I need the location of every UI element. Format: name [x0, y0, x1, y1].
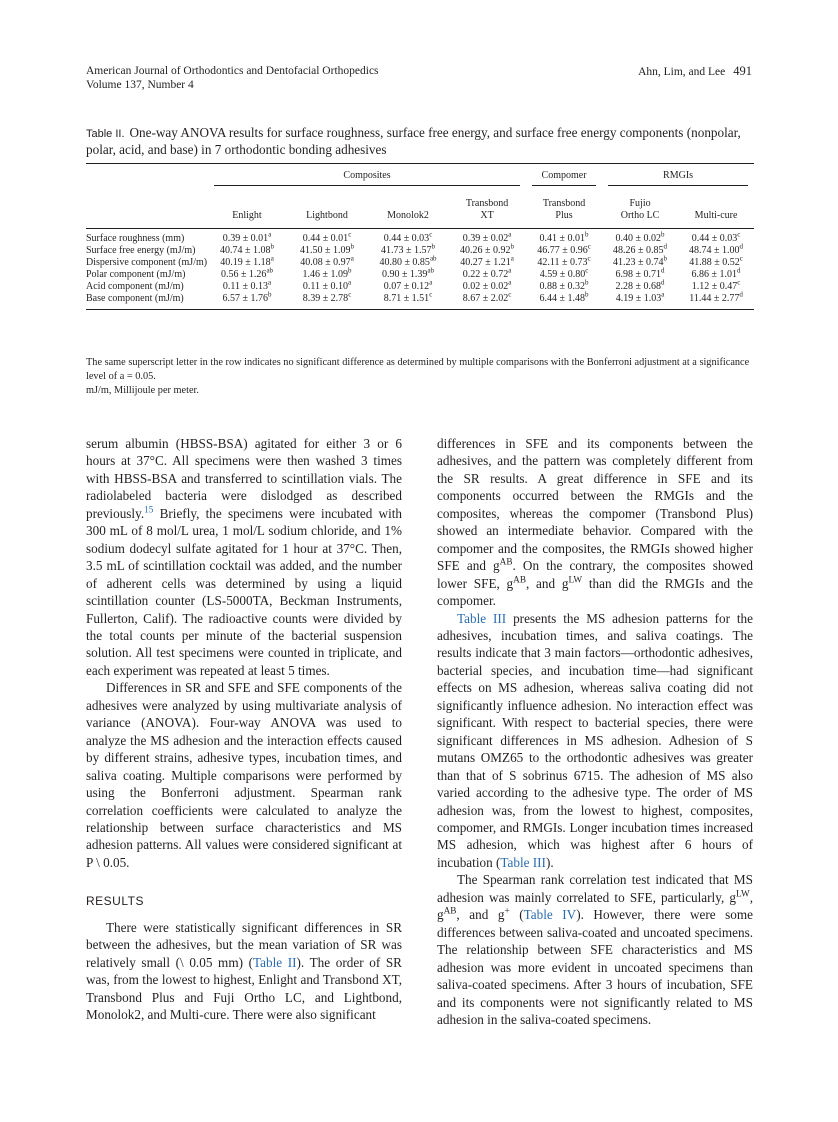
table-footnotes	[86, 356, 754, 398]
table-cell: 0.40 ± 0.02$^b$	[615, 230, 665, 244]
table-cell: 0.88 ± 0.32$^b$	[539, 278, 589, 292]
table-cell: 0.07 ± 0.12$^a$	[383, 278, 433, 292]
table-cell: 1.12 ± 0.47$^c$	[691, 278, 741, 292]
table-cell: 8.39 ± 2.78$^c$	[286, 293, 368, 310]
running-header-left	[86, 64, 379, 92]
table-cell: 46.77 ± 0.96$^c$	[537, 242, 591, 256]
table-cell: 11.44 ± 2.77$^d$	[678, 293, 754, 310]
table-cell: 0.39 ± 0.02$^a$	[462, 230, 512, 244]
table-body	[86, 229, 754, 310]
table-cell: 6.57 ± 1.76$^b$	[208, 293, 286, 310]
left-column	[86, 435, 402, 1024]
table-cell: 0.56 ± 1.26$^{ab}$	[220, 266, 274, 280]
table-cell: 2.28 ± 0.68$^d$	[615, 278, 665, 292]
table-cell: 0.22 ± 0.72$^a$	[462, 266, 512, 280]
group-header: Composites	[208, 164, 526, 187]
journal-volume: Volume 137, Number 4	[86, 79, 194, 91]
table-row	[86, 257, 754, 269]
anova-table	[86, 163, 754, 310]
column-header: Monolok2	[368, 186, 448, 229]
table-link[interactable]: Table IV	[523, 907, 577, 923]
table-cell: 6.98 ± 0.71$^d$	[615, 266, 665, 280]
column-header: Enlight	[208, 186, 286, 229]
table-label: Table II.	[86, 128, 125, 140]
table-column-header	[86, 186, 754, 229]
table-row	[86, 281, 754, 293]
paragraph: Table III presents the MS adhesion patterns for the adhesives, incubation times, and saliva coatings. The results indicate that 3 main factors—orthodontic adhesives, bacterial species, and incubation time—had significant effects on MS adhesion, whereas saliva coating did not significantly influence adhesion. No interaction effect was significant. With respect to bacterial species, there were significant differences in MS adhesion. Adhesion of S mutans OMZ65 to the orthodontic adhesives was greater than that of S sobrinus 6715. The adhesion of MS also varied according to the adhesive type. The order of MS adhesion was, from the lowest to highest, composites, compomer, and RMGIs. Longer incubation times increased MS adhesion, which was highest after 6 hours of incubation (Table III).	[437, 610, 753, 870]
table-caption-text: One-way ANOVA results for surface roughness, surface free energy, and surface free energy components (nonpolar, polar, acid, and base) in 7 orthodontic bonding adhesives	[86, 125, 741, 157]
table-group-header	[86, 164, 754, 187]
table-cell: 0.11 ± 0.13$^a$	[222, 278, 272, 292]
table-link[interactable]: Table II	[253, 954, 297, 970]
row-label: Surface free energy (mJ/m)	[86, 245, 196, 256]
table-cell: 40.08 ± 0.97$^a$	[300, 254, 354, 268]
table-cell: 41.88 ± 0.52$^c$	[689, 254, 743, 268]
table-cell: 0.11 ± 0.10$^a$	[302, 278, 352, 292]
table-row	[86, 245, 754, 257]
table-cell: 42.11 ± 0.73$^c$	[537, 254, 591, 268]
right-column	[437, 435, 753, 1028]
table-link[interactable]: Table III	[457, 610, 507, 626]
paragraph: The Spearman rank correlation test indicated that MS adhesion was mainly correlated to SFE, particularly, $g^{LW}$, $g^{AB}$, and g+ (Table IV). However, there were some differences between saliva-coated and uncoated specimens. The relationship between SFE characteristics and MS adhesion was more evident in uncoated specimens than saliva-coated specimens. After 3 hours of incubation, SFE and its components were not significantly related to MS adhesion in the saliva-coated specimens.	[437, 872, 753, 1027]
table-cell: 8.71 ± 1.51$^c$	[368, 293, 448, 310]
table-cell: 40.26 ± 0.92$^b$	[460, 242, 515, 256]
column-header: Fujio Ortho LC	[602, 186, 678, 229]
table-cell: 0.41 ± 0.01$^b$	[539, 230, 589, 244]
table-cell: 0.39 ± 0.01$^a$	[222, 230, 272, 244]
table-cell: 0.44 ± 0.01$^c$	[302, 230, 352, 244]
page-number: 491	[733, 64, 752, 78]
table-caption	[86, 125, 754, 158]
table-cell: 6.44 ± 1.48$^b$	[526, 293, 602, 310]
table-cell: 40.80 ± 0.85$^{ab}$	[379, 254, 437, 268]
paragraph: differences in SFE and its components between the adhesives, and the pattern was completely different from the SR results. A great difference in SFE and its components occurred between the RMGIs and the composites, whereas the compomer (Transbond Plus) showed an intermediate behavior. Compared with the compomer and the composites, the RMGIs showed higher SFE and $g^{AB}$. On the contrary, the composites showed lower SFE, $g^{AB}$, and $g^{LW}$ than did the RMGIs and the compomer.	[437, 436, 754, 609]
column-header: Transbond Plus	[526, 186, 602, 229]
table-cell: 40.27 ± 1.21$^a$	[460, 254, 514, 268]
row-label: Base component (mJ/m)	[86, 293, 208, 310]
table-footnote: mJ/m, Millijoule per meter.	[86, 385, 199, 396]
group-header: RMGIs	[602, 164, 754, 187]
table-cell: 6.86 ± 1.01$^d$	[691, 266, 741, 280]
table-row	[86, 269, 754, 281]
table-cell: 8.67 ± 2.02$^c$	[448, 293, 526, 310]
table-cell: 1.46 ± 1.09$^b$	[302, 266, 352, 280]
row-label: Acid component (mJ/m)	[86, 281, 184, 292]
row-label: Dispersive component (mJ/m)	[86, 257, 208, 268]
paragraph: serum albumin (HBSS-BSA) agitated for either 3 or 6 hours at 37°C. All specimens were then washed 3 times with HBSS-BSA and transferred to scintillation vials. The radiolabeled bacteria were dislodged as described previously.$^{15}$ Briefly, the specimens were incubated with 300 mL of 8 mol/L urea, 1 mol/L sodium chloride, and 1% sodium dodecyl sulfate agitated for 1 hour at 37°C. Then, 3.5 mL of scintillation cocktail was added, and the number of adherent cells was determined by using a liquid scintillation counter (LS-5000TA, Beckman Instruments, Fullerton, Calif). The radioactive counts were divided by the total counts per minute of the bacterial suspension solution. All test specimens were counted in triplicate, and each experiment was repeated at least 5 times.	[86, 436, 402, 678]
author-names: Ahn, Lim, and Lee	[638, 66, 726, 78]
table-row	[86, 293, 754, 310]
table-link[interactable]: Table III	[500, 854, 546, 870]
table-cell: 0.44 ± 0.03$^c$	[383, 230, 433, 244]
table-footnote: The same superscript letter in the row indicates no significant difference as determined by multiple comparisons with the Bonferroni adjustment at a significance level of a = 0.05.	[86, 357, 750, 382]
table-cell: 41.23 ± 0.74$^b$	[613, 254, 668, 268]
table-cell: 4.19 ± 1.03$^a$	[602, 293, 678, 310]
table-cell: 0.44 ± 0.03$^c$	[691, 230, 741, 244]
journal-name: American Journal of Orthodontics and Dentofacial Orthopedics	[86, 65, 379, 77]
table-row	[86, 229, 754, 246]
running-header-right	[638, 64, 752, 79]
column-header: Transbond XT	[448, 186, 526, 229]
section-heading: RESULTS	[86, 894, 144, 909]
column-header: Lightbond	[286, 186, 368, 229]
table-cell: 40.74 ± 1.08$^b$	[220, 242, 274, 256]
group-header: Compomer	[526, 164, 602, 187]
table-cell: 4.59 ± 0.80$^c$	[539, 266, 589, 280]
table-cell: 0.02 ± 0.02$^a$	[462, 278, 512, 292]
table-cell: 41.50 ± 1.09$^b$	[300, 242, 354, 256]
row-label: Surface roughness (mm)	[86, 233, 185, 244]
table-cell: 40.19 ± 1.18$^a$	[220, 254, 274, 268]
table-cell: 0.90 ± 1.39$^{ab}$	[381, 266, 435, 280]
table-cell: 48.74 ± 1.00$^d$	[689, 242, 744, 256]
paragraph: Differences in SR and SFE and SFE components of the adhesives were analyzed by using multivariate analysis of variance (ANOVA). Four-way ANOVA was used to analyze the MS adhesion and the interaction effects caused by different strains, adhesive types, incubation times, and saliva coating. Multiple comparisons were performed by using the Bonferroni adjustment. Spearman rank correlation coefficients were calculated to analyze the relationship between surface characteristics and MS adhesion patterns. All values were considered significant at P \ 0.05.	[86, 680, 402, 870]
table-cell: 48.26 ± 0.85$^d$	[613, 242, 668, 256]
reference-link[interactable]: 15	[144, 504, 154, 515]
paragraph: There were statistically significant differences in SR between the adhesives, but the mean variation of SR was relatively small (\ 0.05 mm) (Table II). The order of SR was, from the lowest to highest, Enlight and Transbond XT, Transbond Plus and Fuji Ortho LC, and Lightbond, Monolok2, and Multi-cure. There were also significant	[86, 919, 402, 1023]
table-cell: 41.73 ± 1.57$^b$	[381, 242, 435, 256]
row-label: Polar component (mJ/m)	[86, 269, 186, 280]
column-header: Multi-cure	[678, 186, 754, 229]
